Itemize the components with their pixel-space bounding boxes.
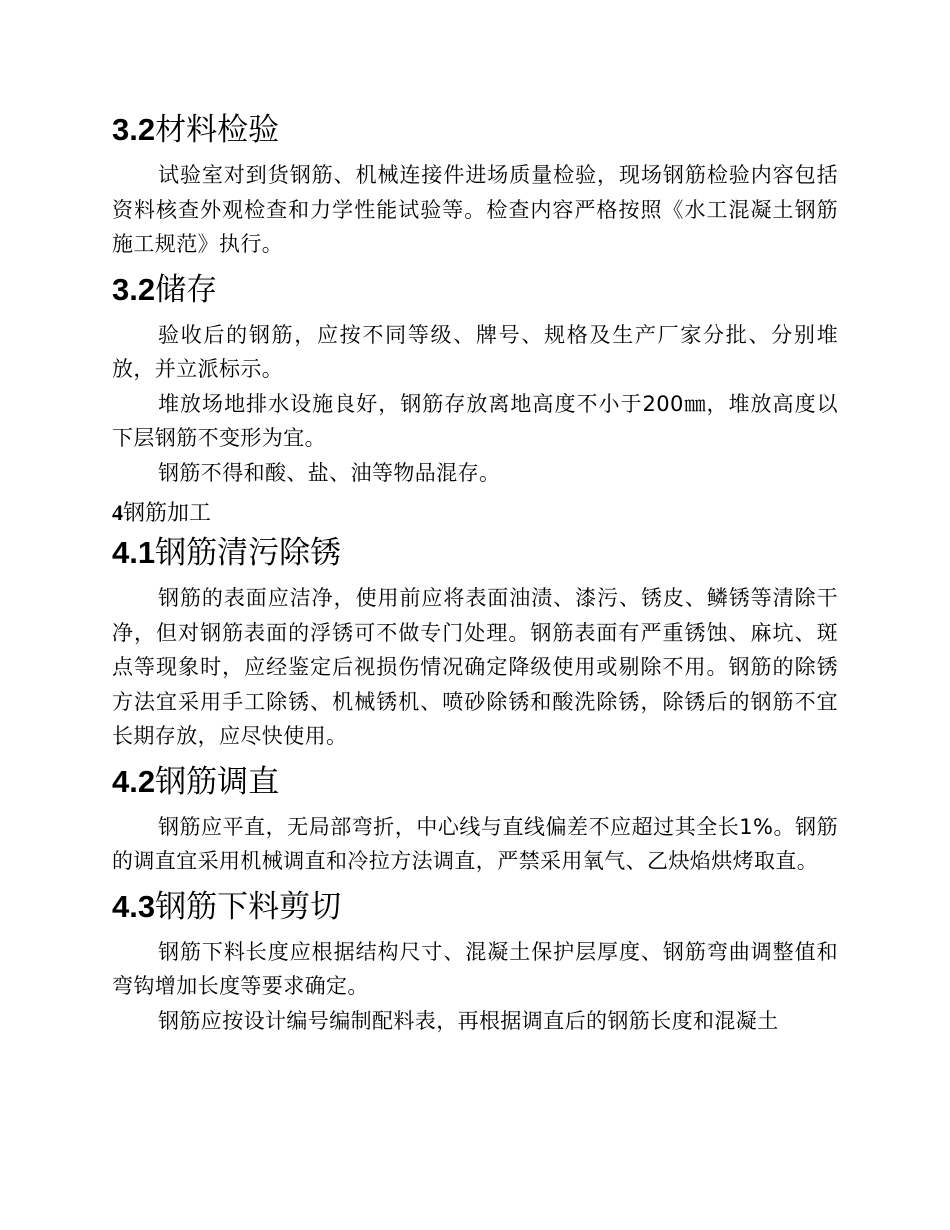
section-heading-material-inspection bbox=[112, 108, 838, 152]
document-page bbox=[112, 108, 838, 1038]
section-heading-storage bbox=[112, 268, 838, 312]
paragraph: 试验室对到货钢筋、机械连接件进场质量检验，现场钢筋检验内容包括资料核查外观检查和力学性能试验等。检查内容严格按照《水工混凝土钢筋施工规范》执行。 bbox=[112, 163, 838, 256]
chapter-text: 钢筋加工 bbox=[123, 501, 212, 526]
paragraph: 钢筋下料长度应根据结构尺寸、混凝土保护层厚度、钢筋弯曲调整值和弯钩增加长度等要求确定。 bbox=[112, 939, 838, 998]
heading-number: 4.2 bbox=[112, 763, 156, 799]
section-heading-cutting bbox=[112, 885, 838, 929]
heading-number: 4.1 bbox=[112, 535, 156, 570]
heading-text: 钢筋调直 bbox=[155, 763, 280, 800]
paragraph: 钢筋应按设计编号编制配料表，再根据调直后的钢筋长度和混凝土 bbox=[158, 1008, 779, 1033]
chapter-number: 4 bbox=[112, 500, 123, 525]
paragraph: 钢筋应平直，无局部弯折，中心线与直线偏差不应超过其全长1%。钢筋的调直宜采用机械调直和冷拉方法调直，严禁采用氧气、乙炔焰烘烤取直。 bbox=[112, 814, 838, 873]
section-heading-straightening bbox=[112, 760, 838, 804]
heading-number: 4.3 bbox=[112, 888, 156, 924]
chapter-heading-rebar-processing bbox=[112, 496, 838, 531]
heading-text: 储存 bbox=[155, 271, 218, 308]
paragraph: 验收后的钢筋，应按不同等级、牌号、规格及生产厂家分批、分别堆放，并立派标示。 bbox=[112, 322, 838, 381]
section-heading-rust-removal bbox=[112, 531, 838, 575]
paragraph: 钢筋的表面应洁净，使用前应将表面油渍、漆污、锈皮、鳞锈等清除干净，但对钢筋表面的浮锈可不做专门处理。钢筋表面有严重锈蚀、麻坑、斑点等现象时，应经鉴定后视损伤情况确定降级使用或剔除不用。钢筋的除锈方法宜采用手工除锈、机械锈机、喷砂除锈和酸洗除锈，除锈后的钢筋不宜长期存放，应尽快使用。 bbox=[112, 586, 838, 748]
heading-number: 3.2 bbox=[112, 271, 156, 307]
heading-text: 材料检验 bbox=[155, 112, 280, 148]
paragraph: 钢筋不得和酸、盐、油等物品混存。 bbox=[158, 460, 501, 485]
paragraph: 堆放场地排水设施良好，钢筋存放离地高度不小于200㎜，堆放高度以下层钢筋不变形为宜。 bbox=[112, 391, 838, 450]
heading-text: 钢筋下料剪切 bbox=[155, 888, 342, 925]
heading-number: 3.2 bbox=[112, 112, 156, 147]
heading-text: 钢筋清污除锈 bbox=[155, 535, 342, 571]
